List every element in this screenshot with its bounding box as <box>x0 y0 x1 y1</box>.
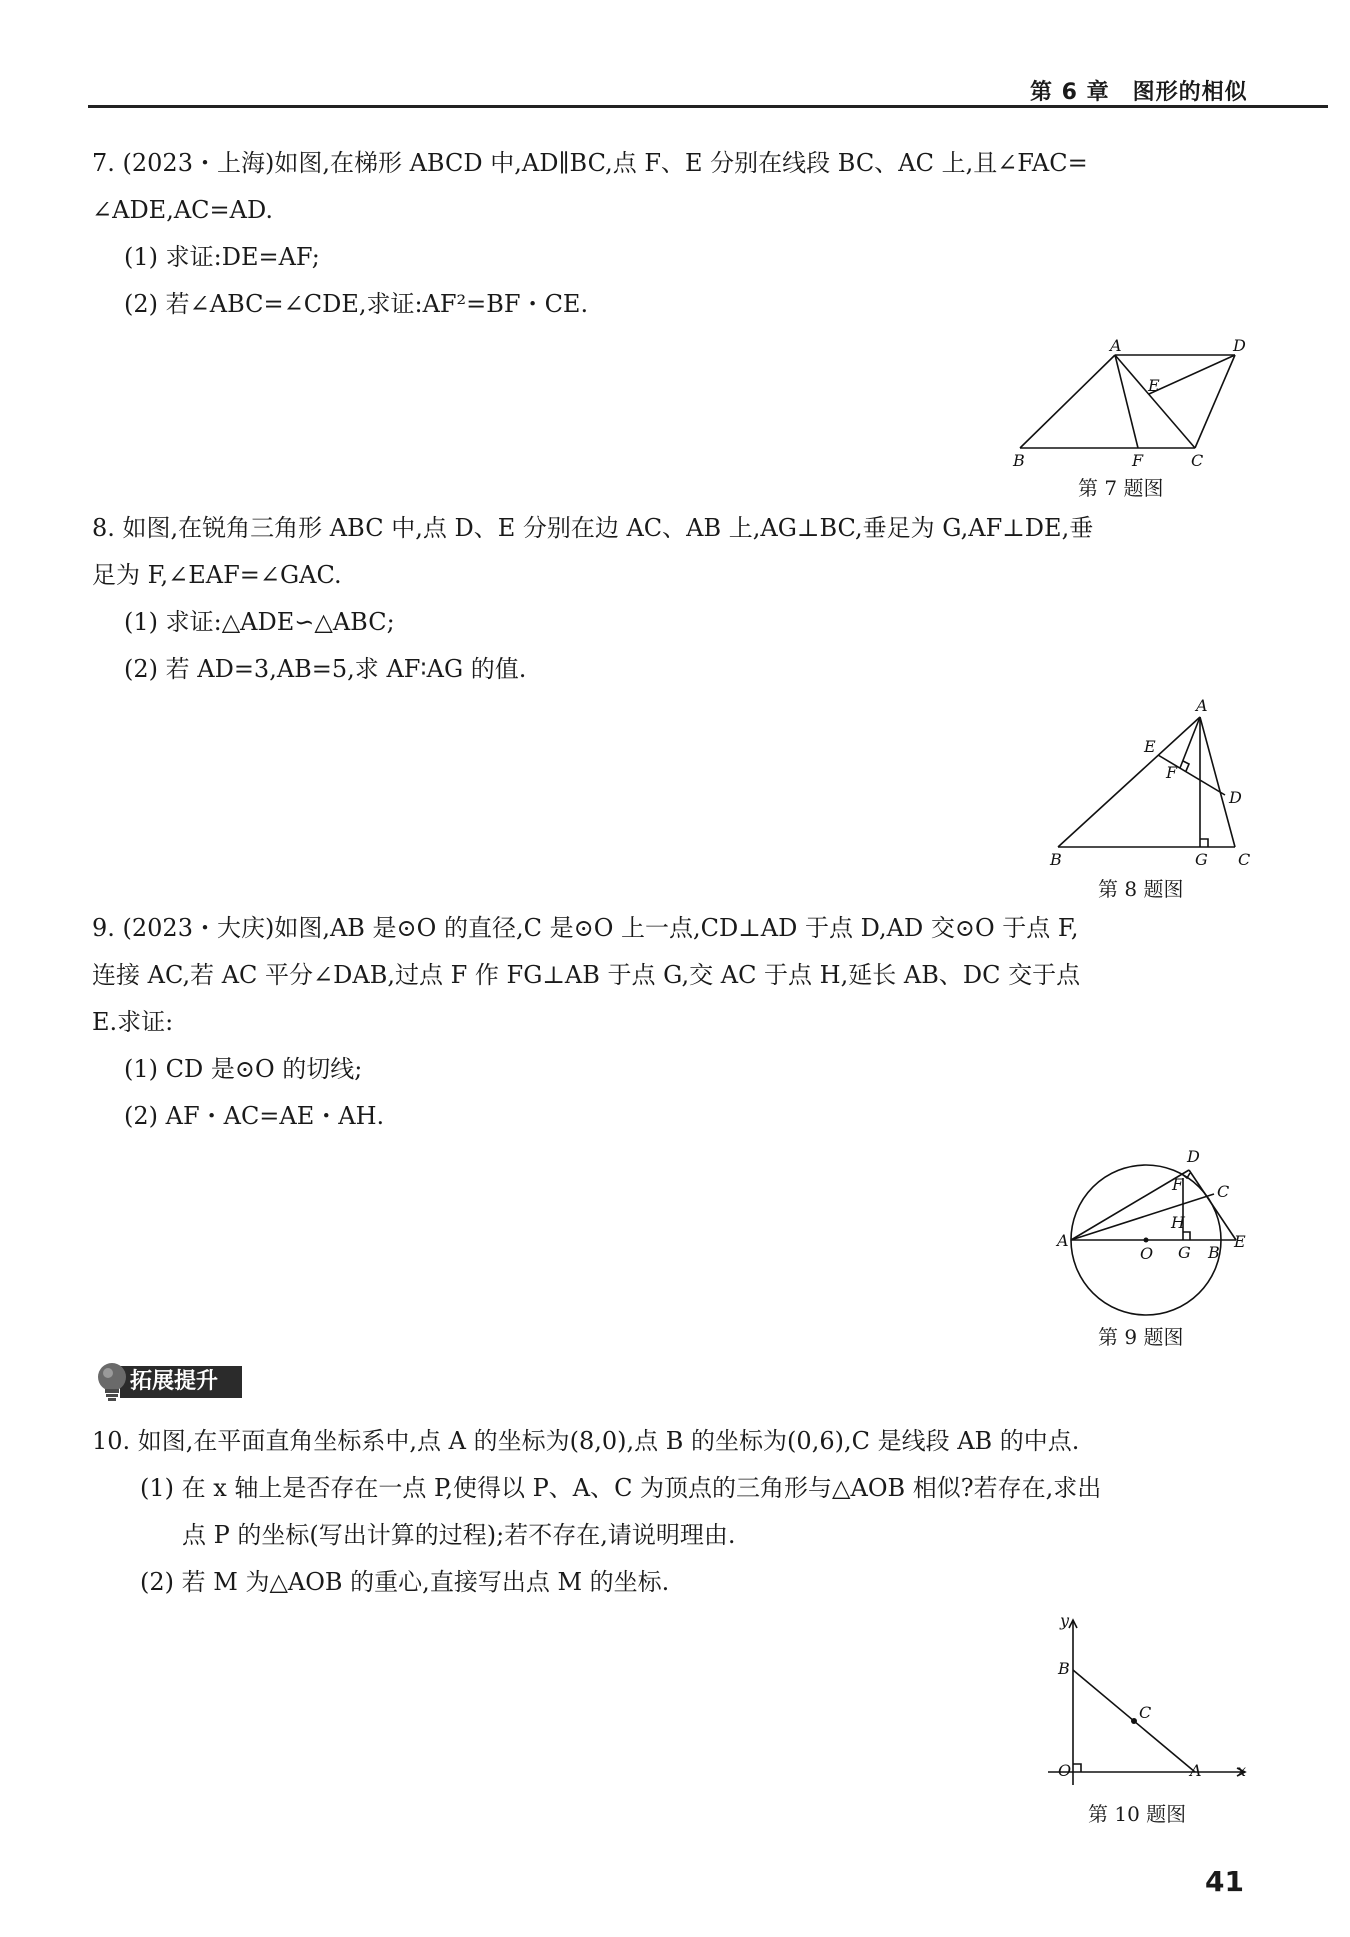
question-10-part-1a: (1) 在 x 轴上是否存在一点 P,使得以 P、A、C 为顶点的三角形与△AOB 相似?若存在,求出 <box>140 1474 1102 1502</box>
segment-DE <box>1189 1170 1236 1240</box>
label-A: A <box>1110 336 1122 355</box>
label-D: D <box>1229 788 1242 807</box>
label-E: E <box>1148 376 1160 395</box>
figure-7-caption: 第 7 题图 <box>1078 476 1164 500</box>
label-y: y <box>1060 1611 1070 1630</box>
right-angle-G <box>1183 1232 1190 1240</box>
question-10-part-2: (2) 若 M 为△AOB 的重心,直接写出点 M 的坐标. <box>140 1568 670 1596</box>
center-point-O <box>1144 1238 1149 1243</box>
label-E: E <box>1144 737 1156 756</box>
question-9-line-2: 连接 AC,若 AC 平分∠DAB,过点 F 作 FG⊥AB 于点 G,交 AC 于点 H,延长 AB、DC 交于点 <box>92 961 1081 989</box>
segment-AC <box>1200 717 1235 847</box>
question-8-line-2: 足为 F,∠EAF=∠GAC. <box>92 561 342 589</box>
figure-9 <box>1050 1145 1250 1320</box>
label-D: D <box>1187 1147 1200 1166</box>
figure-8 <box>1040 695 1255 870</box>
question-8-part-2: (2) 若 AD=3,AB=5,求 AF∶AG 的值. <box>124 655 527 683</box>
question-9-line-1: 9. (2023・大庆)如图,AB 是⊙O 的直径,C 是⊙O 上一点,CD⊥AD 于点 D,AD 交⊙O 于点 F, <box>92 914 1079 942</box>
label-E: E <box>1234 1232 1246 1251</box>
question-7-part-2: (2) 若∠ABC=∠CDE,求证:AF²=BF・CE. <box>124 290 589 318</box>
section-title: 拓展提升 <box>130 1369 219 1394</box>
lightbulb-icon <box>92 1360 132 1402</box>
figure-10 <box>1040 1610 1250 1785</box>
right-angle-O <box>1073 1764 1081 1772</box>
segment-AC <box>1071 1194 1214 1240</box>
label-C: C <box>1191 451 1204 470</box>
question-10 <box>92 1418 1252 1606</box>
figure-9-caption: 第 9 题图 <box>1098 1325 1184 1349</box>
question-7-line-1: 7. (2023・上海)如图,在梯形 ABCD 中,AD∥BC,点 F、E 分别在线段 BC、AC 上,且∠FAC= <box>92 149 1088 177</box>
figure-10-diagram <box>1040 1610 1250 1785</box>
label-O: O <box>1058 1761 1072 1780</box>
segment-DC <box>1195 355 1235 448</box>
question-8-line-1: 8. 如图,在锐角三角形 ABC 中,点 D、E 分别在边 AC、AB 上,AG⊥BC,垂足为 G,AF⊥DE,垂 <box>92 514 1094 542</box>
segment-AB <box>1058 717 1200 847</box>
question-10-part-1b: 点 P 的坐标(写出计算的过程);若不存在,请说明理由. <box>182 1521 736 1549</box>
figure-8-diagram <box>1040 695 1255 870</box>
question-9-part-1: (1) CD 是⊙O 的切线; <box>124 1055 363 1083</box>
segment-AB <box>1020 355 1115 448</box>
label-A: A <box>1057 1231 1069 1250</box>
label-F: F <box>1132 451 1144 470</box>
header-rule <box>88 105 1328 108</box>
label-H: H <box>1171 1213 1185 1232</box>
label-F: F <box>1166 763 1178 782</box>
question-9 <box>92 905 1252 1140</box>
page-number: 41 <box>1205 1865 1244 1898</box>
label-B: B <box>1208 1243 1220 1262</box>
label-B: B <box>1058 1659 1070 1678</box>
figure-9-diagram <box>1050 1145 1250 1320</box>
figure-7-diagram <box>1005 335 1255 470</box>
label-O: O <box>1140 1244 1154 1263</box>
label-B: B <box>1050 850 1062 869</box>
label-C: C <box>1238 850 1251 869</box>
right-angle-F <box>1183 761 1189 771</box>
label-G: G <box>1195 850 1208 869</box>
question-9-part-2: (2) AF・AC=AE・AH. <box>124 1102 385 1130</box>
question-9-line-3: E.求证: <box>92 1008 174 1036</box>
segment-AF <box>1180 717 1200 768</box>
label-B: B <box>1013 451 1025 470</box>
question-7-part-1: (1) 求证:DE=AF; <box>124 243 320 271</box>
section-tag-extension <box>92 1360 244 1402</box>
label-F: F <box>1172 1175 1184 1194</box>
label-C: C <box>1139 1703 1152 1722</box>
label-A: A <box>1190 1761 1202 1780</box>
figure-8-caption: 第 8 题图 <box>1098 877 1184 901</box>
point-C <box>1131 1718 1137 1724</box>
right-angle-G <box>1200 839 1208 847</box>
chapter-header: 第 6 章 图形的相似 <box>1030 80 1248 105</box>
question-7 <box>92 140 1252 328</box>
label-G: G <box>1178 1243 1191 1262</box>
label-C: C <box>1217 1182 1230 1201</box>
label-x: x <box>1237 1761 1247 1780</box>
figure-10-caption: 第 10 题图 <box>1088 1802 1187 1826</box>
question-8 <box>92 505 1252 693</box>
label-D: D <box>1233 336 1246 355</box>
question-7-line-2: ∠ADE,AC=AD. <box>92 196 273 224</box>
question-10-line-1: 10. 如图,在平面直角坐标系中,点 A 的坐标为(8,0),点 B 的坐标为(0,6),C 是线段 AB 的中点. <box>92 1427 1080 1455</box>
figure-7 <box>1005 335 1255 470</box>
question-8-part-1: (1) 求证:△ADE∽△ABC; <box>124 608 395 636</box>
label-A: A <box>1196 696 1208 715</box>
segment-DE <box>1149 355 1235 394</box>
